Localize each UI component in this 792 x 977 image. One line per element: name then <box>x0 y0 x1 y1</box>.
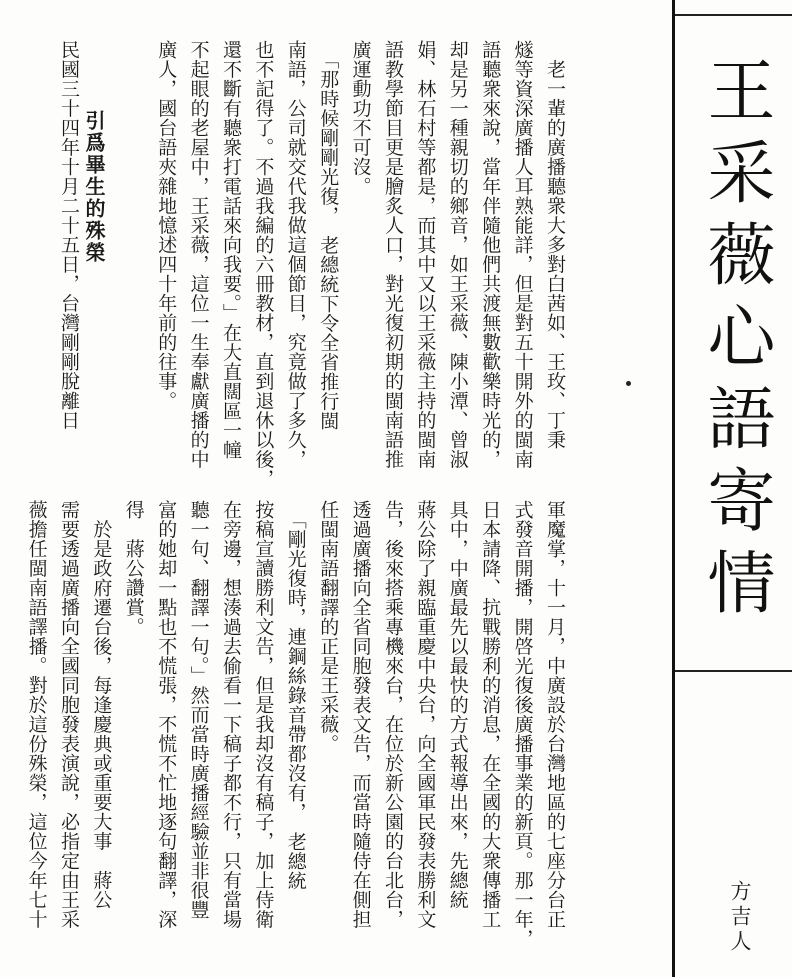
text-column: 還不斷有聽衆打電話來向我要。」在大直闊區一幢 <box>220 40 242 460</box>
text-column: 於是政府遷台後，每逢慶典或重要大事 蔣公 <box>90 500 113 910</box>
title-bottom-rule <box>675 670 792 672</box>
text-column: 告，後來搭乘專機來台，在位於新公園的台北台， <box>382 500 404 929</box>
text-column: 廣運動功不可沒。 <box>349 40 372 196</box>
text-column: 富的她却一點也不慌張，不慌不忙地逐句翻譯，深 <box>155 500 178 929</box>
text-column: 需要透過廣播向全國同胞發表演說，必指定由王采 <box>58 500 80 929</box>
text-column: 薇擔任閩南語譯播。對於這份殊榮，這位今年七十 <box>25 500 48 929</box>
text-column: 娟、林石村等都是，而其中又以王采薇主持的閩南 <box>414 40 437 469</box>
text-column: 語教學節目更是膾炙人口，對光復初期的閩南語推 <box>382 40 404 469</box>
title-divider-line <box>672 0 675 977</box>
text-column: 語聽衆來說，當年伴隨他們共渡無數歡樂時光的， <box>479 40 502 469</box>
text-column: 具中，中廣最先以最快的方式報導出來，先總統 <box>446 500 469 910</box>
text-column: 在旁邊，想湊過去偷看一下稿子都不行，只有當場 <box>220 500 242 929</box>
text-column: 按稿宣讀勝利文告，但是我却沒有稿子，加上侍衛 <box>252 500 275 929</box>
text-column: 不起眼的老屋中，王采薇，這位一生奉獻廣播的中 <box>187 40 210 469</box>
text-column: 得 蔣公讚賞。 <box>122 500 145 637</box>
text-column: 「那時候剛剛光復， 老總統下令全省推行閩 <box>317 40 340 431</box>
text-column: 廣人，國台語夾雜地憶述四十年前的往事。 <box>155 40 178 411</box>
text-column: 式發音開播，開啓光復後廣播事業的新頁。那一年， <box>511 500 534 949</box>
text-column: 也不記得了。不過我編的六冊教材，直到退休以後， <box>252 40 275 489</box>
section-subheading: 引爲畢生的殊榮 <box>82 110 106 264</box>
text-column: 聽一句、翻譯一句。」然而當時廣播經驗並非很豐 <box>187 500 210 920</box>
print-speck <box>626 381 631 386</box>
text-column: 民國三十四年十月二十五日，台灣剛剛脫離日 <box>58 40 80 430</box>
text-column: 蔣公除了親臨重慶中央台，向全國軍民發表勝利文 <box>414 500 437 929</box>
text-column: 燧等資深廣播人耳熟能詳，但是對五十開外的閩南 <box>511 40 534 469</box>
text-column: 軍魔掌，十一月，中廣設於台灣地區的七座分台正 <box>544 500 566 929</box>
text-column: 日本請降、抗戰勝利的消息，在全國的大衆傳播工 <box>479 500 502 929</box>
article-author: 方吉人 <box>728 880 752 955</box>
title-top-rule <box>675 14 792 16</box>
text-column: 「剛光復時，連鋼絲錄音帶都沒有， 老總統 <box>284 500 307 891</box>
text-column: 任閩南語翻譯的正是王采薇。 <box>317 500 340 754</box>
text-column: 却是另一種親切的鄉音，如王采薇、陳小潭、曾淑 <box>446 40 469 469</box>
text-column: 老一輩的廣播聽衆大多對白茜如、王玫、丁秉 <box>544 40 566 450</box>
article-title: 王采薇心語寄情 <box>696 55 775 629</box>
text-column: 南語，公司就交代我做這個節目，究竟做了多久， <box>284 40 307 469</box>
text-column: 透過廣播向全省同胞發表文告，而當時隨侍在側担 <box>349 500 372 929</box>
